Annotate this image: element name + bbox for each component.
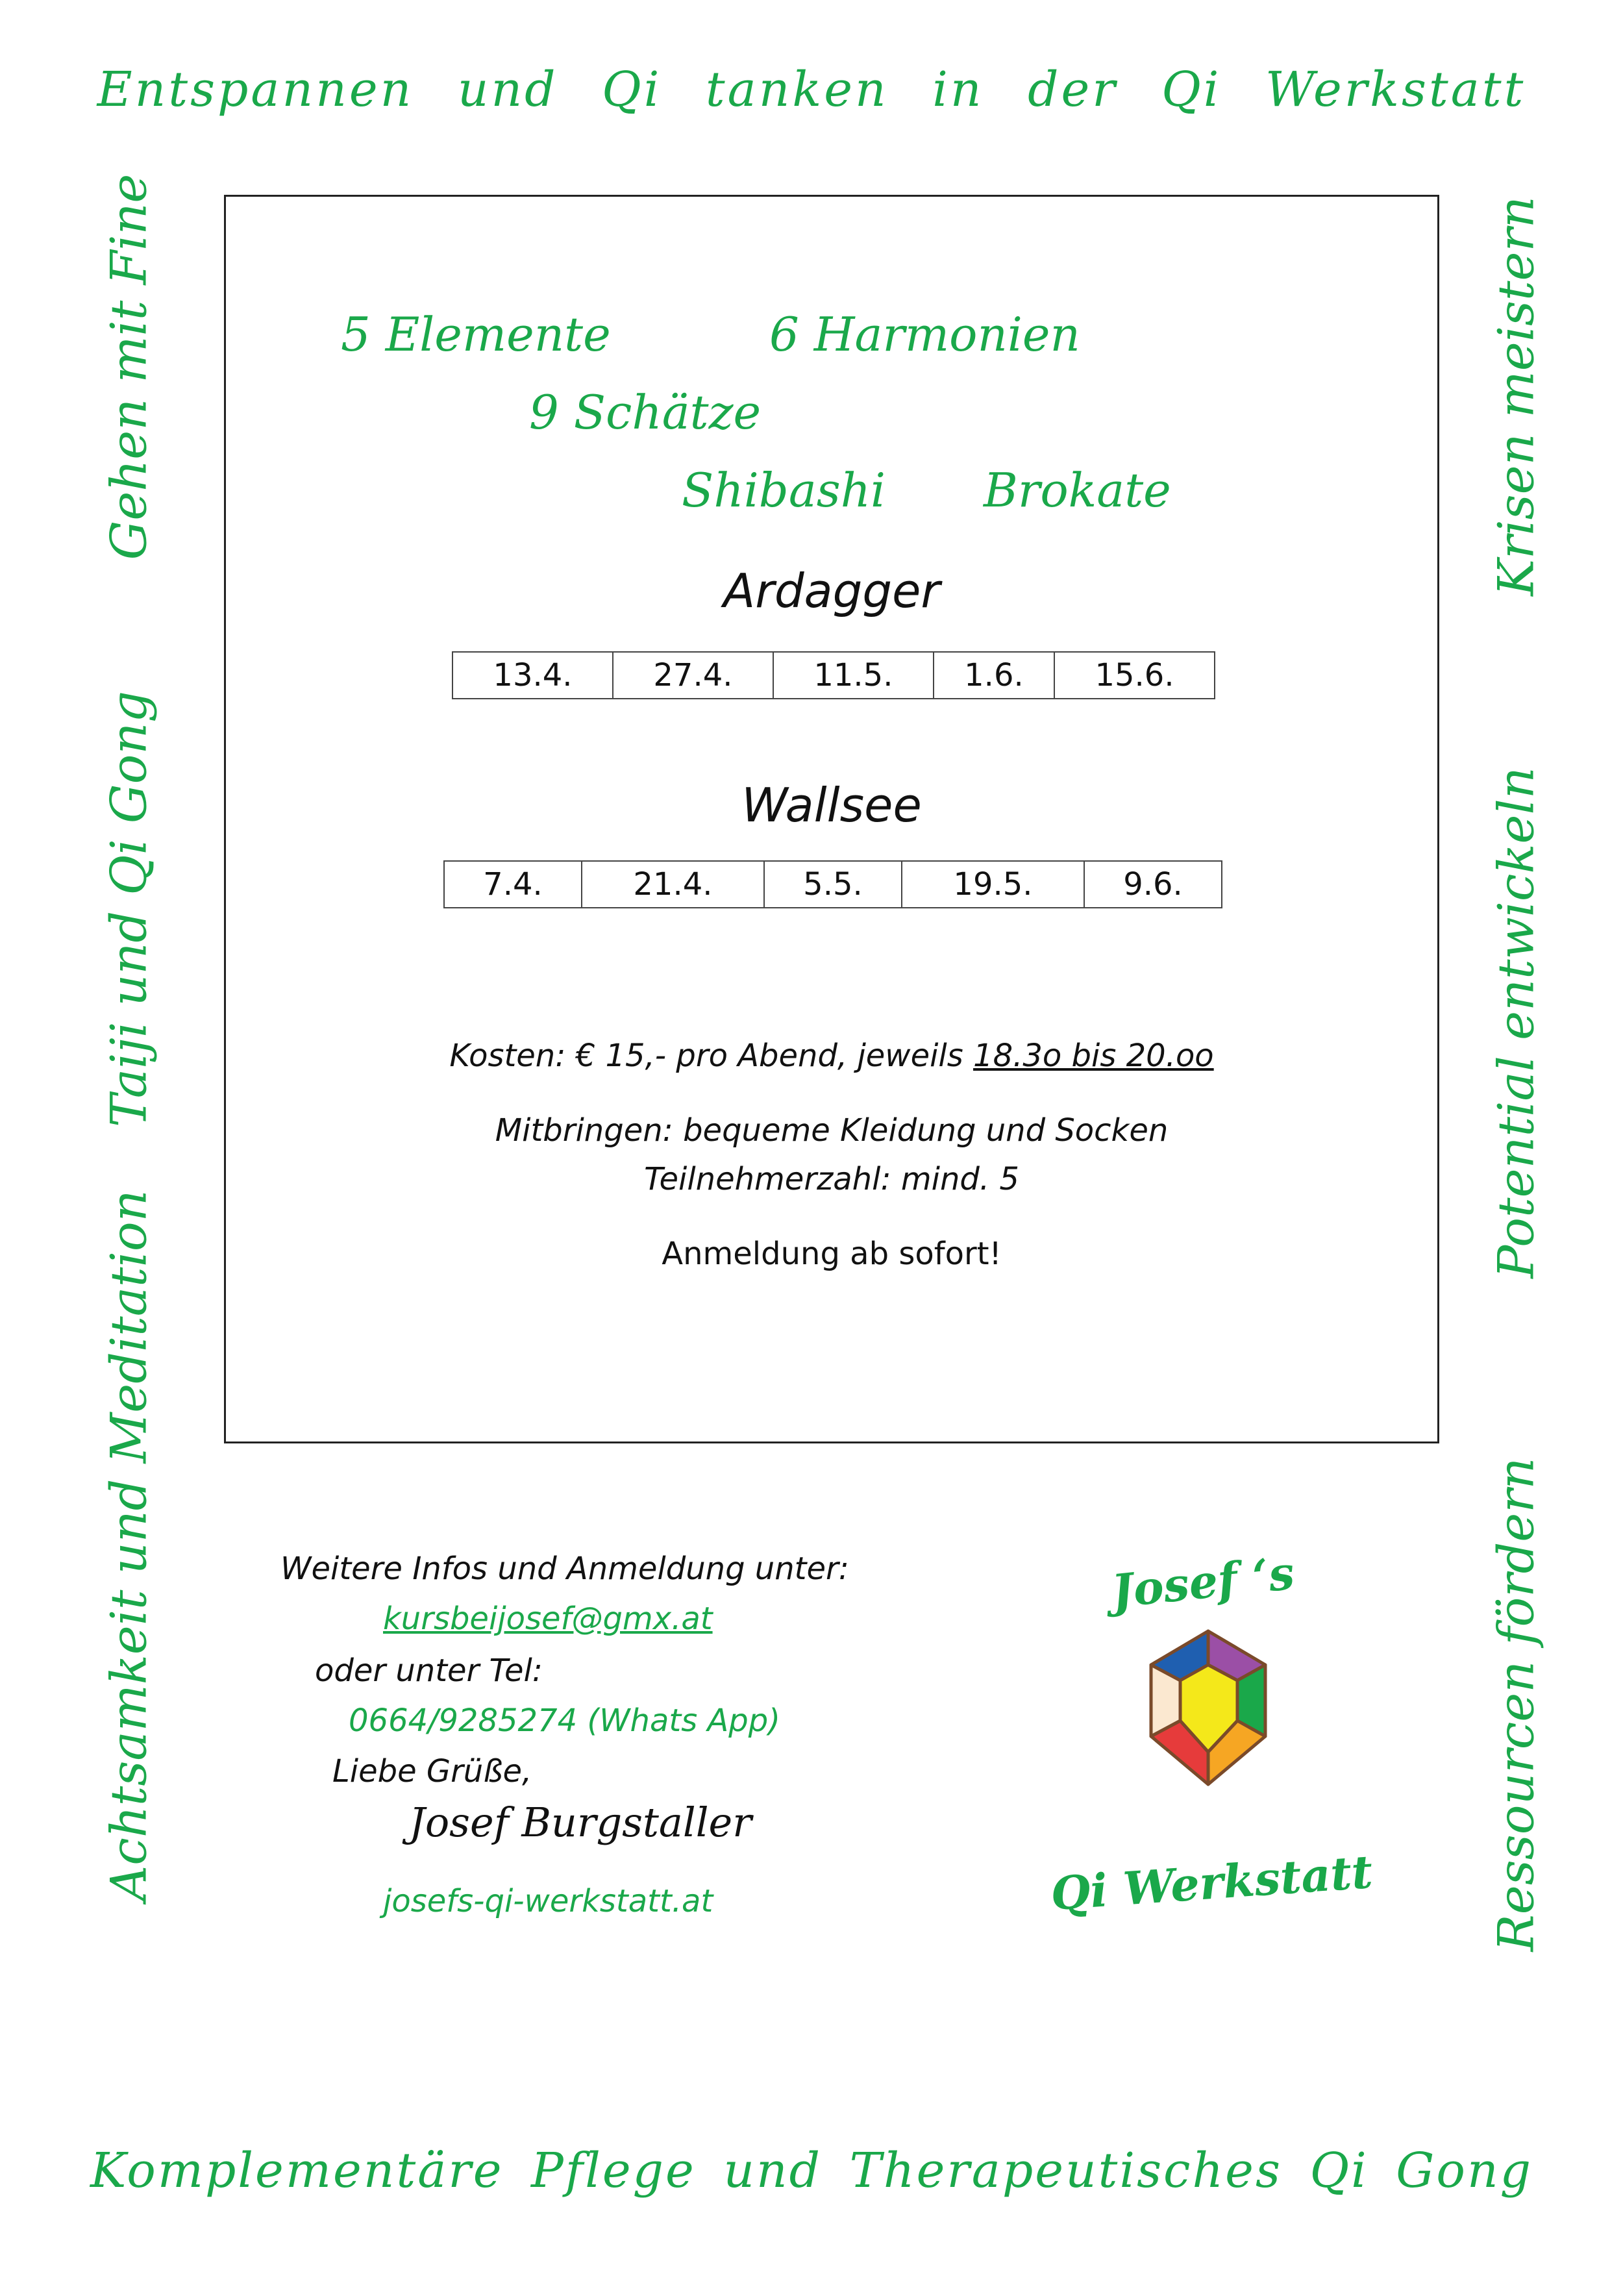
date-cell: 11.5. [773,652,934,699]
location-wallsee: Wallsee [741,778,922,832]
tel-label: oder unter Tel: [315,1653,543,1689]
anmeldung-text: Anmeldung ab sofort! [662,1236,1002,1272]
date-cell: 21.4. [582,861,764,908]
kosten-text: Kosten: € 15,- pro Abend, jeweils 18.3o bis 20.oo [449,1038,1214,1074]
style-6-harmonien: 6 Harmonien [769,307,1080,362]
date-cell: 9.6. [1084,861,1222,908]
hexagon-logo-icon [1091,1617,1324,1851]
greeting: Liebe Grüße, [332,1753,532,1790]
location-ardagger: Ardagger [723,564,940,618]
signature-name: Josef Burgstaller [409,1799,752,1846]
logo-bottom-text: Qi Werkstatt [1048,1844,1374,1921]
style-shibashi: Shibashi [682,463,886,518]
date-cell: 7.4. [444,861,582,908]
ardagger-dates-table [452,651,1215,699]
date-cell: 13.4. [452,652,613,699]
course-box [224,195,1439,1443]
teilnehmer-text: Teilnehmerzahl: mind. 5 [644,1161,1019,1197]
phone-number[interactable]: 0664/9285274 (Whats App) [349,1703,780,1739]
contact-intro: Weitere Infos und Anmeldung unter: [280,1551,849,1587]
header-title: Entspannen und Qi tanken in der Qi Werkstatt [97,62,1526,118]
date-cell: 19.5. [902,861,1084,908]
wallsee-dates-table [443,860,1222,908]
mitbringen-text: Mitbringen: bequeme Kleidung und Socken [495,1112,1169,1149]
style-brokate: Brokate [984,463,1171,518]
footer-title: Komplementäre Pflege und Therapeutisches Qi Gong [90,2143,1533,2199]
date-cell: 27.4. [613,652,773,699]
logo-top-text: Josef ‘s [1109,1545,1297,1619]
style-5-elemente: 5 Elemente [341,307,611,362]
kosten-time: 18.3o bis 20.oo [973,1038,1214,1074]
style-9-schaetze: 9 Schätze [529,385,762,440]
date-cell: 5.5. [764,861,902,908]
email-link[interactable]: kursbeijosef@gmx.at [383,1601,713,1637]
website-link[interactable]: josefs-qi-werkstatt.at [383,1883,713,1919]
date-cell: 1.6. [934,652,1054,699]
date-cell: 15.6. [1054,652,1215,699]
